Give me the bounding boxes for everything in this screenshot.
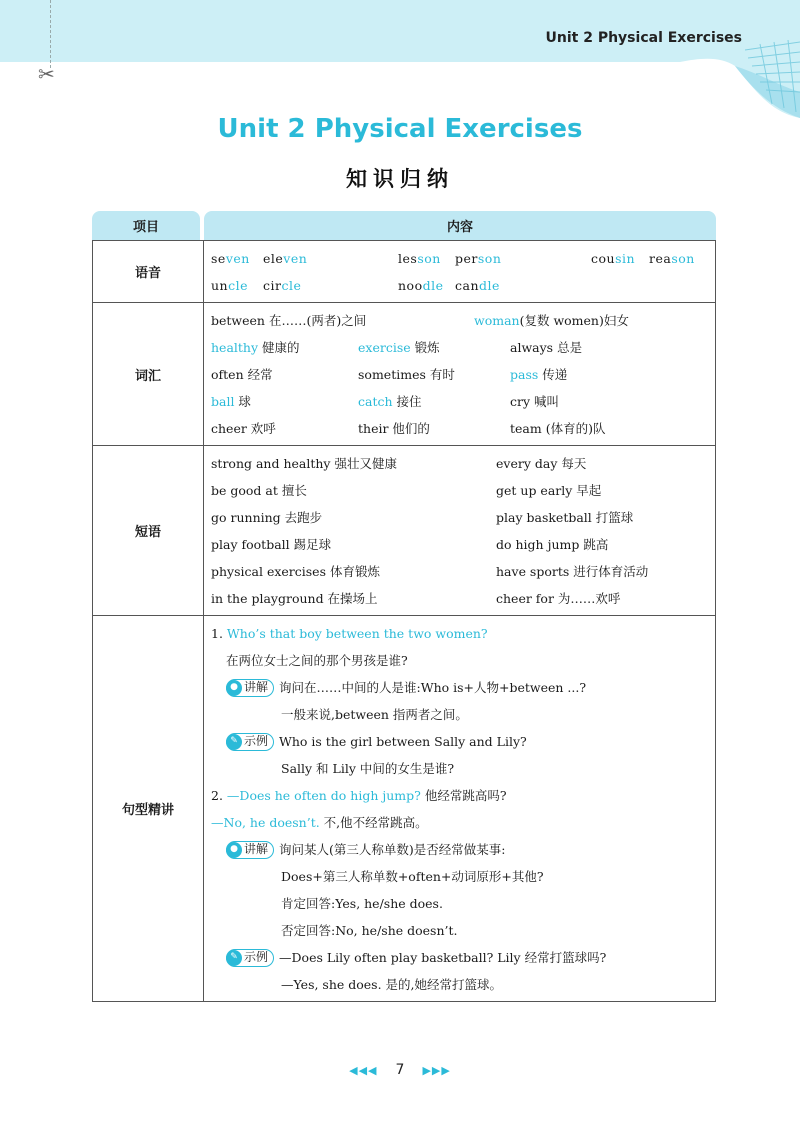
example-badge [226, 733, 274, 751]
vocabulary-line [211, 307, 715, 334]
pronunciation-word [455, 272, 500, 299]
cut-line [50, 0, 51, 68]
sentence-item-2 [211, 782, 715, 809]
vocabulary-word: pass [510, 367, 539, 382]
vocabulary-word: exercise [358, 340, 411, 355]
phrase-line [211, 504, 715, 531]
section-subtitle: 知识归纳 [346, 167, 454, 191]
pronunciation-word [455, 245, 501, 272]
phrase-line [211, 558, 715, 585]
vocabulary-entry [510, 334, 582, 361]
item-number: 1. [211, 626, 223, 641]
pronunciation-word [263, 272, 301, 299]
word-sound-part: ven [225, 251, 250, 266]
explain-text: Does+第三人称单数+often+动词原形+其他? [281, 869, 544, 884]
vocabulary-entry [211, 415, 276, 442]
summary-table [92, 211, 716, 1002]
example-text: Sally 和 Lily 中间的女生是谁? [281, 761, 455, 776]
phrase-entry: get up early 早起 [496, 483, 602, 498]
vocabulary-entry [211, 388, 251, 415]
table-body [92, 240, 716, 1002]
vocabulary-meaning: 经常 [243, 367, 273, 382]
pronunciation-word [211, 272, 248, 299]
pronunciation-line [211, 245, 715, 272]
vocabulary-entry [510, 415, 605, 442]
vocabulary-meaning: 总是 [553, 340, 583, 355]
explain-text: 一般来说,between 指两者之间。 [281, 707, 468, 722]
pronunciation-word [591, 245, 635, 272]
table-header [92, 211, 716, 240]
vocabulary-meaning: 欢呼 [246, 421, 276, 436]
word-part: noo [398, 278, 423, 293]
scissors-icon: ✂ [38, 62, 55, 86]
word-part: can [455, 278, 480, 293]
row-label: 句型精讲 [93, 616, 204, 1001]
vocabulary-line [211, 334, 715, 361]
vocabulary-entry [358, 334, 440, 361]
vocabulary-meaning: 健康的 [258, 340, 300, 355]
sentence-en: Who’s that boy between the two women? [226, 626, 488, 641]
row-label: 短语 [93, 446, 204, 615]
word-sound-part: son [477, 251, 502, 266]
word-part: se [211, 251, 226, 266]
word-sound-part: dle [422, 278, 444, 293]
vocabulary-meaning: 接住 [392, 394, 422, 409]
phrase-entry: cheer for 为……欢呼 [496, 591, 621, 606]
badge-label: 讲解 [244, 842, 269, 856]
phrase-entry: be good at 擅长 [211, 483, 307, 498]
word-part: un [211, 278, 229, 293]
word-sound-part: son [417, 251, 441, 266]
question-cn: 他经常跳高吗? [420, 788, 507, 803]
vocabulary-word: cheer [211, 421, 247, 436]
phrase-line [211, 477, 715, 504]
row-label: 词汇 [93, 303, 204, 445]
vocabulary-entry [510, 361, 567, 388]
col-header-content: 内容 [204, 211, 716, 240]
vocabulary-meaning: (复数 women)妇女 [519, 313, 629, 328]
vocabulary-line [211, 361, 715, 388]
answer-line [211, 809, 715, 836]
phrase-entry: do high jump 跳高 [496, 537, 609, 552]
running-header: Unit 2 Physical Exercises [545, 30, 742, 46]
example-badge [226, 949, 274, 967]
vocabulary-entry [211, 361, 273, 388]
explain-text: 询问在……中间的人是谁:Who is+人物+between ...? [279, 680, 587, 695]
vocabulary-line [211, 415, 715, 442]
vocabulary-meaning: (体育的)队 [541, 421, 606, 436]
sentence-cn: 在两位女士之间的那个男孩是谁? [226, 653, 408, 668]
phrase-line [211, 450, 715, 477]
vocabulary-word: sometimes [358, 367, 426, 382]
vocabulary-meaning: 喊叫 [530, 394, 560, 409]
col-header-item: 项目 [92, 211, 200, 240]
phrase-line [211, 585, 715, 612]
vocabulary-content [204, 303, 715, 445]
vocabulary-entry [211, 334, 300, 361]
row-sentences [93, 615, 715, 1001]
phrase-entry: play football 踢足球 [211, 537, 332, 552]
word-part: per [455, 251, 478, 266]
pronunciation-word [649, 245, 695, 272]
vocabulary-meaning: 他们的 [388, 421, 430, 436]
vocabulary-entry [358, 388, 422, 415]
sentences-content [204, 616, 715, 1001]
pronunciation-content [204, 241, 715, 302]
word-sound-part: ven [283, 251, 308, 266]
vocabulary-meaning: 在……(两者)之间 [264, 313, 367, 328]
explain-line [211, 674, 715, 701]
vocabulary-entry [358, 415, 430, 442]
example-text: Who is the girl between Sally and Lily? [279, 734, 527, 749]
next-arrows-icon: ▶▶▶ [422, 1064, 451, 1077]
explain-badge [226, 841, 274, 859]
vocabulary-word: always [510, 340, 554, 355]
pronunciation-line [211, 272, 715, 299]
phrase-entry: in the playground 在操场上 [211, 591, 378, 606]
word-part: les [398, 251, 418, 266]
explain-icon: ● [226, 842, 242, 858]
prev-arrows-icon: ◀◀◀ [349, 1064, 378, 1077]
sentence-item-1 [211, 620, 715, 647]
badge-label: 示例 [244, 950, 269, 964]
vocabulary-line [211, 388, 715, 415]
phrase-entry: every day 每天 [496, 456, 587, 471]
explain-text: 肯定回答:Yes, he/she does. [281, 896, 443, 911]
word-part: rea [649, 251, 672, 266]
phrase-line [211, 531, 715, 558]
row-label: 语音 [93, 241, 204, 302]
explain-text: 询问某人(第三人称单数)是否经常做某事: [279, 842, 506, 857]
vocabulary-word: often [211, 367, 244, 382]
pencil-icon: ✎ [226, 734, 242, 750]
example-line [211, 728, 715, 755]
phrase-entry: physical exercises 体育锻炼 [211, 564, 380, 579]
vocabulary-word: between [211, 313, 265, 328]
word-sound-part: cle [228, 278, 249, 293]
pronunciation-word [211, 245, 250, 272]
badge-label: 示例 [244, 734, 269, 748]
badge-label: 讲解 [244, 680, 269, 694]
question-en: —Does he often do high jump? [226, 788, 421, 803]
pencil-icon: ✎ [226, 950, 242, 966]
word-part: cou [591, 251, 616, 266]
example-line [211, 944, 715, 971]
vocabulary-word: catch [358, 394, 393, 409]
phrase-entry: have sports 进行体育活动 [496, 564, 649, 579]
vocabulary-meaning: 有时 [425, 367, 455, 382]
phrase-entry: play basketball 打篮球 [496, 510, 634, 525]
item-number: 2. [211, 788, 223, 803]
page-title: Unit 2 Physical Exercises [217, 114, 583, 144]
vocabulary-entry [211, 307, 366, 334]
phrase-entry: go running 去跑步 [211, 510, 323, 525]
pronunciation-word [398, 245, 441, 272]
vocabulary-word: cry [510, 394, 531, 409]
answer-en: —No, he doesn’t. [211, 815, 320, 830]
vocabulary-meaning: 锻炼 [410, 340, 440, 355]
vocabulary-meaning: 球 [234, 394, 251, 409]
explain-badge [226, 679, 274, 697]
vocabulary-word: healthy [211, 340, 259, 355]
row-vocabulary [93, 302, 715, 445]
answer-cn: 不,他不经常跳高。 [319, 815, 428, 830]
vocabulary-word: woman [474, 313, 520, 328]
phrases-content [204, 446, 715, 615]
vocabulary-entry [510, 388, 559, 415]
vocabulary-entry [474, 307, 629, 334]
phrase-entry: strong and healthy 强壮又健康 [211, 456, 397, 471]
explain-text: 否定回答:No, he/she doesn’t. [281, 923, 458, 938]
page-footer [0, 1062, 800, 1078]
header-band [0, 0, 800, 118]
word-sound-part: dle [479, 278, 500, 293]
word-sound-part: cle [281, 278, 302, 293]
word-sound-part: son [671, 251, 695, 266]
vocabulary-word: their [358, 421, 389, 436]
pronunciation-word [263, 245, 307, 272]
example-text: —Yes, she does. 是的,她经常打篮球。 [281, 977, 503, 992]
page-number: 7 [395, 1062, 405, 1078]
row-phrases [93, 445, 715, 615]
word-part: ele [263, 251, 284, 266]
vocabulary-word: ball [211, 394, 235, 409]
row-pronunciation [93, 241, 715, 302]
explain-icon: ● [226, 680, 242, 696]
explain-line [211, 836, 715, 863]
vocabulary-entry [358, 361, 455, 388]
pronunciation-word [398, 272, 444, 299]
vocabulary-meaning: 传递 [538, 367, 568, 382]
vocabulary-word: team [510, 421, 542, 436]
word-sound-part: sin [615, 251, 636, 266]
example-text: —Does Lily often play basketball? Lily 经常打篮球吗? [279, 950, 607, 965]
word-part: cir [263, 278, 282, 293]
